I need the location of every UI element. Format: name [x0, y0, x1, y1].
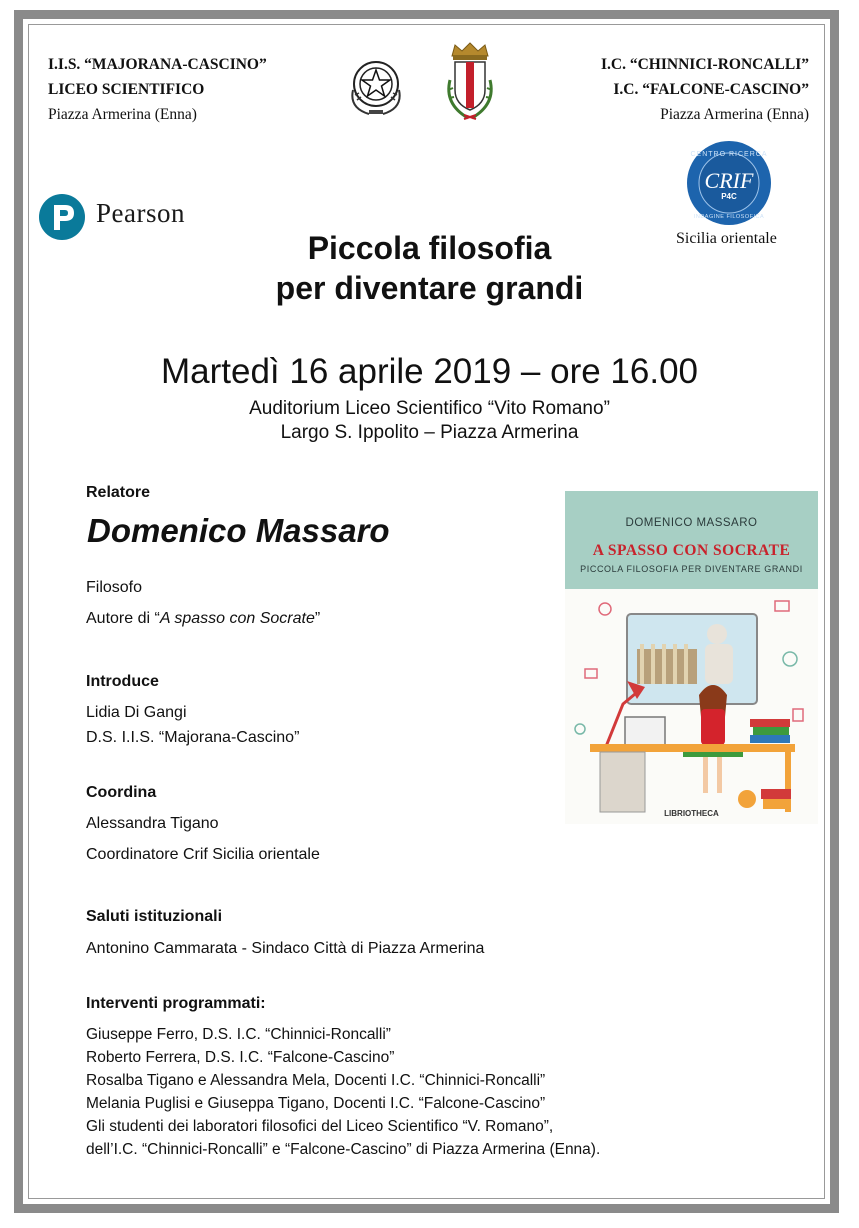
header-right-line1: I.C. “CHINNICI-RONCALLI”: [601, 56, 809, 73]
event-title-line1: Piccola filosofia: [307, 230, 552, 266]
venue-line2: Largo S. Ippolito – Piazza Armerina: [280, 422, 579, 443]
event-title: [0, 228, 859, 308]
saluti-heading: Saluti istituzionali: [86, 908, 223, 925]
relatore-role: Filosofo: [86, 579, 143, 596]
book-cover-band: [565, 491, 818, 589]
author-suffix: ”: [314, 610, 321, 627]
header-right-line2: I.C. “FALCONE-CASCINO”: [613, 81, 809, 98]
list-item: Rosalba Tigano e Alessandra Mela, Docenti I.C. “Chinnici-Roncalli”: [86, 1072, 546, 1089]
list-item: dell’I.C. “Chinnici-Roncalli” e “Falcone-Cascino” di Piazza Armerina (Enna).: [86, 1141, 601, 1158]
list-item: Roberto Ferrera, D.S. I.C. “Falcone-Cascino”: [86, 1049, 395, 1066]
header-left-line2: LICEO SCIENTIFICO: [48, 81, 205, 98]
event-title-line2: per diventare grandi: [275, 270, 584, 306]
republic-emblem-icon: [345, 50, 407, 120]
saluti-text: Antonino Cammarata - Sindaco Città di Piazza Armerina: [86, 940, 485, 957]
crif-badge-bottom-text: INDAGINE FILOSOFICA: [693, 214, 765, 220]
header-right-block: [601, 52, 809, 127]
interventi-heading: Interventi programmati:: [86, 995, 266, 1012]
crif-badge-icon: [686, 140, 772, 226]
introduce-heading: Introduce: [86, 673, 159, 690]
crif-badge-top-text: CENTRO RICERCA: [690, 151, 768, 158]
list-item: Melania Puglisi e Giuseppa Tigano, Docenti I.C. “Falcone-Cascino”: [86, 1095, 546, 1112]
list-item: Gli studenti dei laboratori filosofici del Liceo Scientifico “V. Romano”,: [86, 1118, 554, 1135]
book-cover-illustration: [565, 589, 818, 824]
book-cover-publisher: LIBRIOTHECA: [664, 809, 719, 818]
coordina-role: Coordinatore Crif Sicilia orientale: [86, 846, 320, 863]
author-prefix: Autore di “: [86, 610, 160, 627]
introduce-name: Lidia Di Gangi: [86, 704, 187, 721]
book-cover-author: DOMENICO MASSARO: [625, 517, 758, 529]
book-cover-title: A SPASSO CON SOCRATE: [592, 542, 791, 559]
venue-line1: Auditorium Liceo Scientifico “Vito Romano”: [249, 398, 610, 419]
crif-caption: Sicilia orientale: [676, 230, 777, 247]
list-item: Giuseppe Ferro, D.S. I.C. “Chinnici-Roncalli”: [86, 1026, 391, 1043]
relatore-book-line: [86, 610, 320, 628]
event-venue: [0, 397, 859, 445]
relatore-name: Domenico Massaro: [87, 512, 390, 549]
relatore-heading: Relatore: [86, 484, 151, 501]
book-title-ref: A spasso con Socrate: [159, 610, 315, 627]
pearson-wordmark: Pearson: [96, 198, 185, 228]
interventi-list: [86, 1023, 600, 1161]
crif-badge-mid-text: CRIF: [704, 168, 754, 193]
book-cover: [565, 491, 818, 824]
header-left-block: [48, 52, 267, 127]
coordina-heading: Coordina: [86, 784, 157, 801]
book-cover-subtitle: PICCOLA FILOSOFIA PER DIVENTARE GRANDI: [580, 564, 803, 574]
event-date: Martedì 16 aprile 2019 – ore 16.00: [160, 352, 699, 391]
header-right-line3: Piazza Armerina (Enna): [660, 106, 809, 123]
introduce-role: D.S. I.I.S. “Majorana-Cascino”: [86, 729, 300, 746]
city-crest-icon: [440, 40, 500, 128]
header-left-line3: Piazza Armerina (Enna): [48, 106, 197, 123]
coordina-name: Alessandra Tigano: [86, 815, 219, 832]
crif-badge-p4c-text: P4C: [721, 192, 737, 201]
header-left-line1: I.I.S. “MAJORANA-CASCINO”: [48, 56, 267, 73]
